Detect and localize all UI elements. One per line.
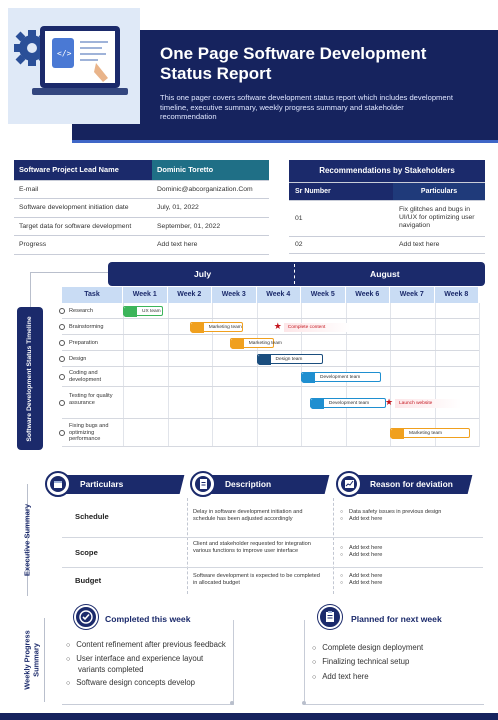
month-label: July — [194, 269, 212, 279]
task-dot — [59, 324, 65, 330]
reason-item: ○ Add text here — [340, 552, 480, 559]
check-icon — [74, 605, 98, 629]
task-bar-cap — [311, 399, 324, 409]
planned-list — [312, 643, 482, 686]
clipboard-icon — [318, 605, 342, 629]
recommendations-table — [289, 160, 485, 254]
recommendations-title: Recommendations by Stakeholders — [289, 160, 485, 182]
ex-header-text: Description — [225, 479, 272, 489]
grid-line — [479, 303, 480, 447]
reason-item: ○ Data safety issues in previous design — [340, 509, 480, 516]
ex-divider — [333, 498, 334, 594]
month-label: August — [370, 269, 400, 279]
task-bar-label: Marketing team — [208, 325, 242, 330]
task-bar-cap — [391, 429, 404, 439]
weekly-bracket — [44, 618, 56, 702]
planned-item: ○ Complete design deployment — [312, 643, 482, 653]
decor-dot — [230, 701, 234, 705]
task-bar — [310, 398, 386, 408]
ex-row-label: Budget — [75, 576, 102, 585]
task-bar — [230, 338, 282, 348]
week-header: Week 1 — [123, 287, 168, 303]
lead-header-value: Dominic Toretto — [152, 160, 269, 180]
task-bar-label: Design team — [275, 357, 303, 362]
rec-row-text: Add text here — [393, 236, 485, 253]
ex-divider — [187, 498, 188, 594]
lead-header-label: Software Project Lead Name — [14, 160, 152, 180]
planned-item: ○ Add text here — [312, 672, 482, 682]
ex-row-reasons — [340, 573, 480, 588]
task-name: Coding and development — [69, 370, 102, 383]
month-divider — [294, 264, 295, 284]
decor-dot — [302, 701, 306, 705]
task-bar — [301, 372, 381, 382]
task-bar — [123, 306, 163, 316]
project-lead-table — [14, 160, 269, 255]
week-header: Week 5 — [301, 287, 346, 303]
task-dot — [59, 374, 65, 380]
ex-header-reason — [348, 475, 473, 494]
planned-item: ○ Finalizing technical setup — [312, 657, 482, 667]
task-bar-label: Development team — [320, 375, 361, 380]
executive-side-text: Executive Summary — [22, 503, 32, 577]
timeline-side-label — [17, 307, 43, 450]
task-name: Preparation — [69, 339, 98, 346]
task-bar-cap — [191, 323, 204, 333]
task-header: Task — [62, 287, 123, 303]
task-row — [62, 367, 479, 387]
reason-item: ○ Add text here — [340, 516, 480, 523]
task-name: Testing for quality assurance — [69, 393, 113, 406]
task-dot — [59, 356, 65, 362]
lead-row-value: Add text here — [152, 236, 269, 255]
weekly-side-label — [22, 620, 42, 700]
task-dot — [59, 430, 65, 436]
header-illustration — [8, 8, 140, 124]
page-title: One Page Software Development Status Report — [160, 44, 427, 83]
milestone-label: Launch website — [395, 399, 461, 408]
laptop-icon — [32, 26, 128, 95]
rec-header-particulars: Particulars — [393, 182, 485, 200]
lead-row-label: Software development initiation date — [14, 199, 152, 218]
week-header: Week 8 — [435, 287, 480, 303]
ex-header-text: Reason for deviation — [370, 479, 453, 489]
rec-row-text: Fix glitches and bugs in UI/UX for optimizing user navigation — [393, 200, 485, 236]
task-bar-cap — [231, 339, 244, 349]
week-header: Week 6 — [346, 287, 391, 303]
task-bar-label: Marketing team — [248, 341, 282, 346]
rec-row-number: 02 — [289, 236, 393, 253]
completed-item: ○ Software design concepts develop — [66, 678, 232, 688]
task-dot — [59, 400, 65, 406]
star-icon: ★ — [385, 397, 394, 407]
footer-band — [0, 713, 498, 720]
ex-row-description: Client and stakeholder requested for integration various functions to improve user interface — [193, 541, 311, 554]
ex-header-particulars — [56, 475, 185, 494]
week-header: Week 4 — [257, 287, 302, 303]
completed-item: ○ Content refinement after previous feedback — [66, 640, 232, 650]
reason-item: ○ Add text here — [340, 580, 480, 587]
ex-row-label: Scope — [75, 548, 98, 557]
task-bar-cap — [124, 307, 137, 317]
task-dot — [59, 308, 65, 314]
task-bar-cap — [258, 355, 271, 365]
executive-side-label — [20, 480, 34, 600]
task-name: Fixing bugs and optimizing performance — [69, 423, 109, 443]
week-header: Week 3 — [212, 287, 257, 303]
milestone-label: Complete content — [284, 323, 350, 332]
task-bar-label: Marketing team — [409, 431, 443, 436]
svg-text:</>: </> — [57, 49, 72, 58]
completed-item: ○ User interface and experience layout variants completed — [66, 654, 232, 674]
task-bar-label: Development team — [328, 401, 370, 406]
week-header: Week 2 — [168, 287, 213, 303]
chart-icon — [336, 471, 362, 497]
task-bar-cap — [302, 373, 315, 383]
task-dot — [59, 340, 65, 346]
reason-item: ○ Add text here — [340, 545, 480, 552]
month-header — [108, 262, 485, 286]
rec-row-number: 01 — [289, 200, 393, 236]
lead-row-label: Target data for software development — [14, 217, 152, 236]
ex-row-description: Software development is expected to be completed in allocated budget — [193, 573, 320, 586]
task-bar — [390, 428, 470, 438]
rec-header-number: Sr Number — [289, 182, 393, 200]
task-bar — [190, 322, 243, 332]
completed-title: Completed this week — [101, 614, 194, 624]
header-accent-line — [72, 140, 498, 143]
task-bar-label: UX team — [142, 309, 161, 314]
page-description: This one pager covers software development status report which includes development timeline, executive summary, weekly progress summary and stakeholder recommendation — [160, 93, 453, 121]
calendar-icon — [45, 471, 71, 497]
lead-row-label: E-mail — [14, 180, 152, 199]
reason-item: ○ Add text here — [340, 573, 480, 580]
task-name: Brainstorming — [69, 323, 104, 330]
task-row — [62, 319, 479, 335]
ex-row-divider — [62, 537, 483, 538]
ex-row-reasons — [340, 545, 480, 560]
task-name: Design — [69, 355, 87, 362]
timeline-side-text: Software Development Status Timeline — [26, 315, 33, 442]
task-name: Research — [69, 307, 93, 314]
ex-row-label: Schedule — [75, 512, 109, 521]
week-header: Week 7 — [390, 287, 435, 303]
star-icon: ★ — [273, 321, 282, 331]
lead-row-value: September, 01, 2022 — [152, 217, 269, 236]
ex-row-reasons — [340, 509, 480, 524]
completed-list — [66, 640, 232, 693]
weekly-side-text: Weekly Progress Summary — [22, 630, 40, 690]
ex-header-text: Particulars — [80, 479, 124, 489]
lead-row-label: Progress — [14, 236, 152, 255]
task-bar — [257, 354, 324, 364]
ex-row-divider — [62, 567, 483, 568]
ex-header-description — [201, 475, 330, 494]
ex-row-description: Delay in software development initiation and schedule has been adjusted accordingly — [193, 509, 303, 522]
document-icon — [190, 471, 216, 497]
lead-row-value: July, 01, 2022 — [152, 199, 269, 218]
planned-title: Planned for next week — [347, 614, 446, 624]
lead-row-value: Dominic@abcorganization.Com — [152, 180, 269, 199]
